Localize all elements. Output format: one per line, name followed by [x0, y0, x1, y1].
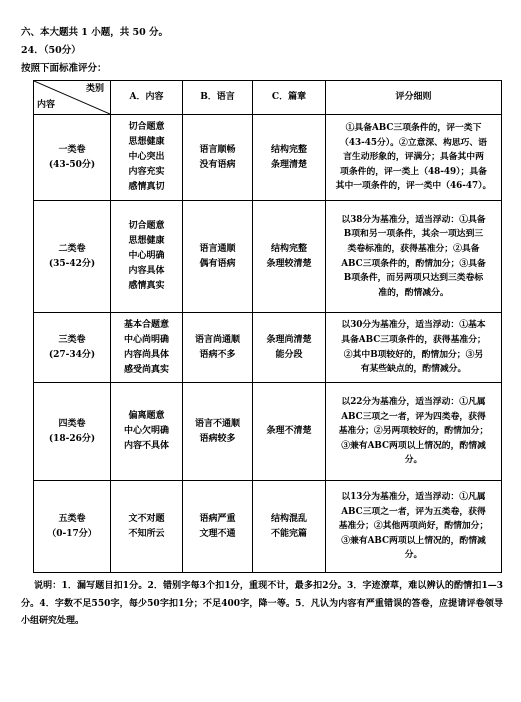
- structure-criteria-cell: [253, 313, 326, 383]
- cell-line: ③兼有ABC两项以上情况的，酌情减: [341, 440, 486, 451]
- cell-line: 结构完整: [270, 144, 307, 155]
- language-criteria-cell: [183, 201, 253, 313]
- column-header-content: A．内容: [111, 81, 183, 115]
- cell-line: 二类卷: [58, 243, 86, 254]
- cell-line: 准的，酌情减分。: [378, 287, 449, 298]
- structure-criteria-cell: [253, 115, 326, 201]
- structure-criteria-cell: [253, 383, 326, 481]
- cell-line: 感受尚真实: [123, 364, 169, 375]
- structure-criteria-cell: [253, 201, 326, 313]
- cell-line: 切合题意: [128, 221, 165, 231]
- cell-line: （43-45分）。②立意深、构思巧、语: [340, 137, 487, 148]
- cell-line: B项和另一项条件，其余一项达到三: [343, 229, 484, 240]
- question-number: 24．（50分）: [21, 45, 81, 56]
- cell-line: 具备ABC三项条件的，获得基准分；: [341, 334, 486, 345]
- cell-line: 条理较清楚: [266, 258, 312, 269]
- content-criteria-cell: [111, 481, 183, 573]
- content-criteria-cell: [111, 383, 183, 481]
- cell-line: 内容尚具体: [123, 349, 169, 360]
- table-row: [34, 383, 502, 481]
- cell-line: 语言顺畅: [199, 144, 236, 155]
- scoring-notes: 说明：1．漏写题目扣1分。2．错别字每3个扣1分，重现不计，最多扣2分。3．字迹潦草，难以辨认的酌情扣1—3分。4．字数不足550字，每少50字扣1分；不足400字，降一等。5．凡认为内容有严重错误的答卷，应提请评卷领导小组研究处理。: [21, 581, 503, 626]
- cell-line: ③兼有ABC两项以上情况的，酌情减: [341, 535, 486, 546]
- cell-line: 内容具体: [128, 266, 165, 276]
- grade-category-cell: [34, 115, 111, 201]
- column-header-structure: C．篇章: [253, 81, 326, 115]
- cell-line: 项条件的，评一类上（48-49）；具备: [340, 166, 487, 177]
- scoring-detail-cell: [326, 383, 502, 481]
- table-header-row: [34, 81, 502, 115]
- cell-line: (35-42分): [48, 258, 96, 269]
- cell-line: ABC三项之一者，评为四类卷，获得: [341, 411, 486, 422]
- structure-criteria-cell: [253, 481, 326, 573]
- cell-line: 内容不具体: [123, 441, 169, 451]
- rubric-table: [33, 80, 502, 573]
- scoring-intro: 按照下面标准评分：: [21, 63, 107, 74]
- cell-line: 中心明确: [128, 251, 165, 261]
- grade-category-cell: [34, 383, 111, 481]
- cell-line: 结构完整: [270, 243, 307, 254]
- cell-line: 能分段: [275, 349, 303, 360]
- cell-line: (27-34分): [48, 349, 96, 360]
- corner-label-category: 类别: [85, 84, 104, 94]
- cell-line: 语病不多: [199, 349, 236, 360]
- language-criteria-cell: [183, 313, 253, 383]
- grade-category-cell: [34, 201, 111, 313]
- cell-line: (18-26分): [48, 433, 96, 444]
- cell-line: 思想健康: [128, 137, 165, 147]
- corner-label-content: 内容: [37, 99, 56, 110]
- cell-line: 基准分；②其他两项尚好，酌情加分；: [338, 521, 489, 532]
- cell-line: 语言尚通顺: [194, 334, 240, 345]
- cell-line: 基本合题意: [123, 319, 169, 330]
- cell-line: 以22分为基准分，适当浮动：①凡属: [341, 397, 486, 408]
- scoring-detail-cell: [326, 481, 502, 573]
- column-header-detail: 评分细则: [326, 81, 502, 115]
- cell-line: 中心欠明确: [123, 426, 169, 436]
- cell-line: ②其中B项较好的，酌情加分；③另: [343, 349, 484, 360]
- table-row: [34, 481, 502, 573]
- cell-line: 条理尚清楚: [266, 334, 312, 345]
- cell-line: 其中一项条件的，评一类中（46-47）。: [335, 181, 492, 192]
- cell-line: 五类卷: [58, 513, 86, 524]
- cell-line: B项条件，而另两项只达到三类卷标: [343, 273, 484, 284]
- cell-line: 结构混乱: [270, 513, 307, 524]
- table-row: [34, 201, 502, 313]
- cell-line: 分。: [404, 550, 423, 561]
- cell-line: (43-50分): [48, 159, 96, 170]
- cell-line: 语言不通顺: [194, 418, 240, 429]
- cell-line: （0-17分）: [47, 528, 97, 539]
- cell-line: 语病较多: [199, 433, 236, 444]
- grade-category-cell: [34, 481, 111, 573]
- cell-line: 四类卷: [58, 418, 86, 429]
- cell-line: 语病严重: [199, 513, 236, 524]
- cell-line: ABC三项条件的，酌情加分；③具备: [341, 258, 486, 269]
- cell-line: 条理清楚: [270, 159, 307, 170]
- cell-line: 言生动形象的，评满分；具备其中两: [343, 152, 484, 163]
- content-criteria-cell: [111, 201, 183, 313]
- cell-line: 分。: [404, 455, 423, 466]
- language-criteria-cell: [183, 383, 253, 481]
- cell-line: ABC三项之一者，评为五类卷，获得: [341, 506, 486, 517]
- scoring-detail-cell: [326, 201, 502, 313]
- cell-line: 文不对题: [128, 513, 165, 524]
- language-criteria-cell: [183, 115, 253, 201]
- cell-line: 条理不清楚: [266, 426, 312, 436]
- content-criteria-cell: [111, 313, 183, 383]
- cell-line: 文理不通: [199, 528, 236, 539]
- cell-line: 偶有语病: [199, 258, 236, 269]
- corner-header: [34, 81, 111, 115]
- cell-line: 语言通顺: [199, 243, 236, 254]
- cell-line: ①具备ABC三项条件的，评一类下: [345, 123, 482, 134]
- scoring-detail-cell: [326, 313, 502, 383]
- cell-line: 以38分为基准分，适当浮动：①具备: [341, 214, 486, 225]
- grade-category-cell: [34, 313, 111, 383]
- cell-line: 偏离题意: [128, 411, 165, 421]
- cell-line: 感情真切: [128, 182, 165, 192]
- cell-line: 不能完篇: [270, 528, 307, 539]
- cell-line: 类卷标准的，获得基准分；②具备: [347, 243, 480, 254]
- language-criteria-cell: [183, 481, 253, 573]
- cell-line: 以30分为基准分，适当浮动：①基本: [341, 320, 486, 331]
- table-row: [34, 313, 502, 383]
- cell-line: 切合题意: [128, 122, 165, 132]
- content-criteria-cell: [111, 115, 183, 201]
- cell-line: 中心突出: [128, 152, 165, 162]
- cell-line: 没有语病: [199, 159, 236, 170]
- section-title: 六、本大题共 1 小题，共 50 分。: [21, 27, 169, 38]
- cell-line: 中心尚明确: [123, 334, 169, 345]
- cell-line: 感情真实: [128, 281, 165, 291]
- cell-line: 基准分；②另两项较好的，酌情加分；: [338, 426, 489, 437]
- table-row: [34, 115, 502, 201]
- column-header-language: B．语言: [183, 81, 253, 115]
- cell-line: 以13分为基准分，适当浮动：①凡属: [341, 492, 486, 503]
- cell-line: 三类卷: [58, 334, 86, 345]
- cell-line: 一类卷: [58, 144, 86, 155]
- scoring-detail-cell: [326, 115, 502, 201]
- cell-line: 不知所云: [128, 528, 165, 539]
- cell-line: 思想健康: [128, 236, 165, 246]
- cell-line: 有某些缺点的，酌情减分。: [360, 364, 467, 375]
- cell-line: 内容充实: [128, 167, 165, 177]
